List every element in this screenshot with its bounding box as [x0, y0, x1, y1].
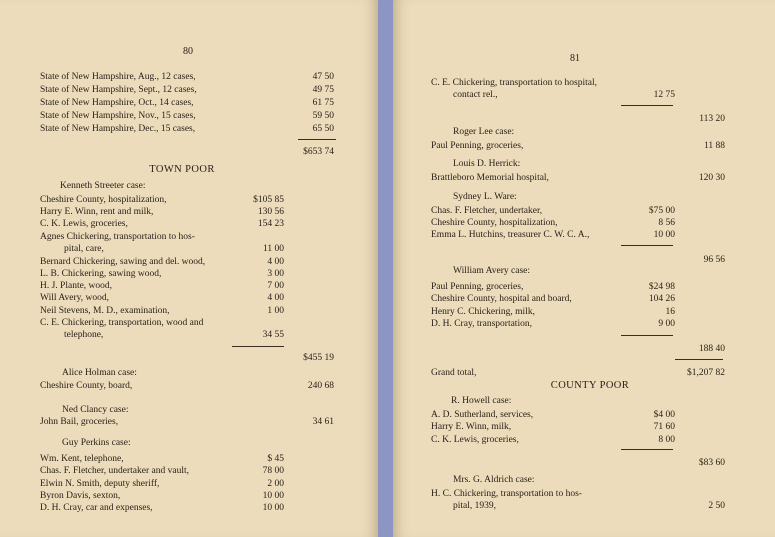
- sum-rule: [675, 359, 723, 360]
- town-poor-heading: TOWN POOR: [149, 164, 215, 175]
- sum-rule: [232, 346, 284, 347]
- sum-rule: [621, 105, 673, 106]
- county-poor-heading: COUNTY POOR: [550, 380, 630, 391]
- right-page: 81 C. E. Chickering, transportation to hospital, contact rel., 12 75 113 20 Roger Lee case: Paul Penning, groceries, 11 88 Louis D. Herrick: Brattleboro Memorial hospital, 120 30 Sydney L. Ware: Chas. F. Fletcher, undertaker, $75 00 Cheshire County, hospitalization, 8 56 Emma L. Hutchins, treasurer C. W. C. A., 10 00 96 56 William Avery case: Paul Penning, groceries, $24 98 Cheshire County, hospital and board, 104 26 Henry C. Chickering, milk, 16 D. H. Cray, transportation, 9 00 188 40 Grand total, $1,207 82 COUNTY POOR R. Howell case: A. D. Sutherland, services, $4 00 Harry E. Winn, milk, 71 60 C. K. Lewis, groceries, 8 00 $83 60 Mrs. G. Aldrich case: H. C. Chickering, transportation to hos- pital, 1939, 2 50: [393, 0, 775, 537]
- page-number: 80: [183, 46, 193, 57]
- page-number: 81: [570, 53, 580, 64]
- sum-rule: [298, 139, 336, 140]
- sum-rule: [621, 449, 673, 450]
- book-gutter: [378, 0, 393, 537]
- sum-rule: [621, 245, 673, 246]
- left-page: 80 State of New Hampshire, Aug., 12 cases, 47 50 State of New Hampshire, Sept., 12 cases, 49 75 State of New Hampshire, Oct., 14 cases, 61 75 State of New Hampshire, Nov., 15 cases, 59 50 State of New Hampshire, Dec., 15 cases, 65 50 $653 74 TOWN POOR Kenneth Streeter case: Cheshire County, hospitalization, $105 85 Harry E. Winn, rent and milk, 130 56 C. K. Lewis, groceries, 154 23 Agnes Chickering, transportation to hos- pital, care, 11 00 Bernard Chickering, sawing and del. wood, 4 00 L. B. Chickering, sawing wood, 3 00 H. J. Plante, wood, 7 00 Will Avery, wood, 4 00 Neil Stevens, M. D., examination, 1 00 C. E. Chickering, transportation, wood and telephone, 34 55 $455 19 Alice Holman case: Cheshire County, board, 240 68 Ned Clancy case: John Bail, groceries, 34 61 Guy Perkins case: Wm. Kent, telephone, $ 45 Chas. F. Fletcher, undertaker and vault, 78 00 Elwin N. Smith, deputy sheriff, 2 00 Byron Davis, sexton, 10 00 D. H. Cray, car and expenses, 10 00: [0, 0, 378, 537]
- sum-rule: [621, 335, 673, 336]
